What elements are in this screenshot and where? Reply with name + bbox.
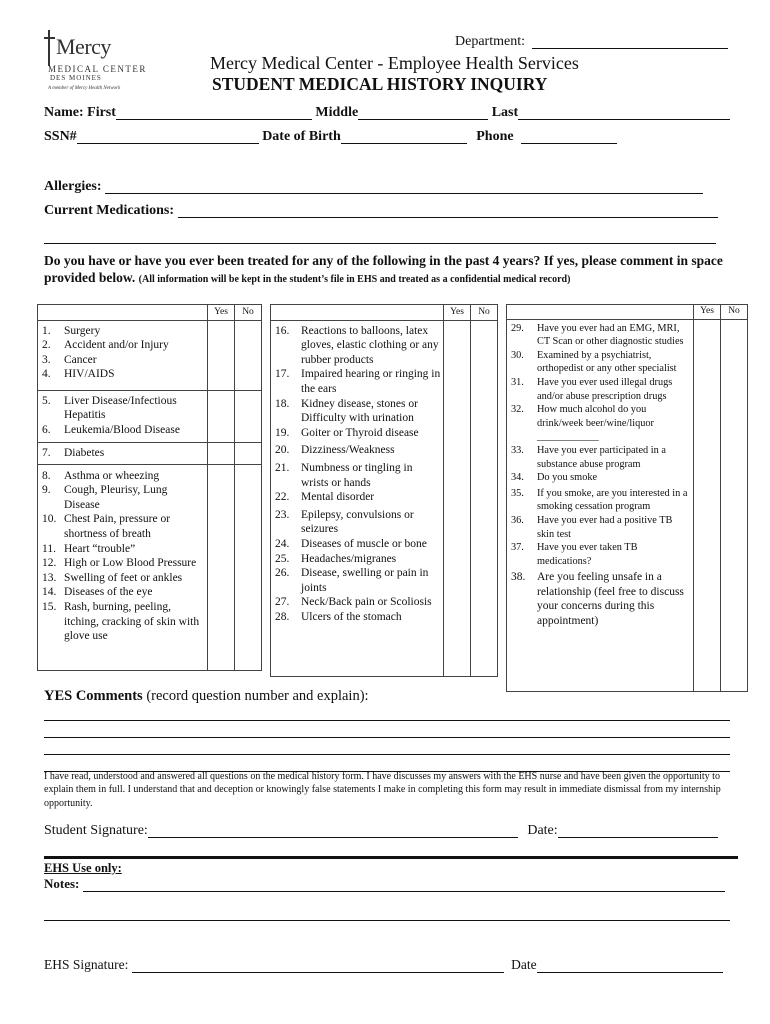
allergies-label: Allergies: [44,179,102,194]
department-input[interactable] [532,34,728,49]
dob-input[interactable] [341,129,467,144]
question-item: 17. Impaired hearing or ringing in the ears [275,368,441,395]
question-intro-note: (All information will be kept in the student’s file in EHS and treated as a confidential medical record) [138,274,571,285]
yes-checkbox[interactable] [444,320,471,676]
question-item: 21. Numbness or tingling in wrists or hands [275,461,413,489]
student-signature-input[interactable] [148,823,518,838]
department-row [455,34,728,50]
allergies-row [44,179,703,195]
ehs-date-input[interactable] [537,958,723,973]
yes-checkbox[interactable] [208,390,235,442]
comments-label-rest: (record question number and explain): [142,688,369,704]
ehs-signature-input[interactable] [132,958,504,973]
phone-label: Phone [476,129,514,144]
no-checkbox[interactable] [235,442,262,464]
question-group [38,442,208,464]
question-group [38,464,208,670]
question-group [38,320,208,390]
page-title: Mercy Medical Center - Employee Health Services [210,53,579,73]
allergies-input[interactable] [105,179,703,194]
question-item: 34. Do you smoke [511,472,598,484]
question-item: 35. If you smoke, are you interested in a smoking cessation program [511,487,688,513]
ehs-notes-line-2[interactable] [44,906,730,921]
no-header: No [721,305,748,320]
no-checkbox[interactable] [235,464,262,670]
ssn-input[interactable] [77,129,259,144]
ehs-signature-row [44,957,723,973]
last-name-label: Last [491,105,519,120]
question-item: 12. High or Low Blood Pressure [42,557,197,570]
first-name-input[interactable] [116,105,312,120]
mercy-logo [44,28,164,96]
question-group [271,320,444,676]
comments-heading [44,688,369,705]
question-item: 16. Reactions to balloons, latex gloves, elastic clothing or any rubber products [275,324,439,366]
ehs-signature-label: EHS Signature: [44,957,129,972]
question-item: 9. Cough, Pleurisy, Lung Disease [42,484,168,511]
question-group [38,390,208,442]
ssn-label: SSN# [44,129,77,144]
question-table-2 [270,304,498,677]
logo-line-1: MEDICAL CENTER [48,64,147,74]
last-name-input[interactable] [518,105,730,120]
medications-input[interactable] [178,203,718,218]
question-item: 36. Have you ever had a positive TB skin test [511,514,673,540]
student-date-input[interactable] [558,823,718,838]
yes-checkbox[interactable] [208,464,235,670]
question-item: 22. Mental disorder [275,491,375,504]
question-item: 11. Heart “trouble” [42,542,136,555]
question-item: 3. Cancer [42,353,97,366]
question-item: 24. Diseases of muscle or bone [275,537,427,550]
medications-input-line-2[interactable] [44,229,716,244]
middle-name-label: Middle [315,105,359,120]
comment-line-3[interactable] [44,740,730,755]
question-item: 23. Epilepsy, convulsions or seizures [275,508,414,536]
no-checkbox[interactable] [721,319,748,691]
no-header: No [235,305,262,321]
cross-bar-icon [44,37,55,39]
yes-checkbox[interactable] [208,320,235,390]
ehs-notes-input[interactable] [83,877,725,892]
question-item: 31. Have you ever used illegal drugs and/or abuse prescription drugs [511,376,673,402]
student-signature-label: Student Signature: [44,823,148,838]
question-item: 25. Headaches/migranes [275,552,397,565]
question-item: 13. Swelling of feet or ankles [42,571,183,584]
first-name-label: Name: First [44,105,116,120]
question-item: 10. Chest Pain, pressure or shortness of breath [42,513,171,540]
no-checkbox[interactable] [471,320,498,676]
question-item: 20. Dizziness/Weakness [275,444,395,457]
ehs-date-label: Date [511,957,537,972]
question-item: 8. Asthma or wheezing [42,469,160,482]
name-row [44,105,730,121]
question-item: 38. Are you feeling unsafe in a relationship (feel free to discuss your concerns during this appointment) [511,571,684,628]
question-item: 5. Liver Disease/Infectious Hepatitis [42,394,177,422]
question-item: 26. Disease, swelling or pain in joints [275,567,429,594]
question-intro-main: Do you have or have you ever been treated for any of the following in the past 4 years? If yes, please comment in space provided below. [44,253,723,285]
comments-label-bold: YES Comments [44,688,143,704]
question-item: 30. Examined by a psychiatrist, orthopedist or any other specialist [511,349,677,375]
phone-input[interactable] [521,129,617,144]
question-item: 28. Ulcers of the stomach [275,610,402,623]
question-item: 33. Have you ever participated in a substance abuse program [511,444,666,470]
question-item: 14. Diseases of the eye [42,586,153,599]
question-item: 27. Neck/Back pain or Scoliosis [275,596,432,609]
question-item: 15. Rash, burning, peeling, itching, cracking of skin with glove use [42,600,200,643]
question-item: 18. Kidney disease, stones or Difficulty with urination [275,397,418,425]
question-item: 19. Goiter or Thyroid disease [275,426,419,439]
dob-label: Date of Birth [262,129,341,144]
comment-line-2[interactable] [44,723,730,738]
question-item: 4. HIV/AIDS [42,368,115,381]
student-signature-row [44,823,718,839]
section-divider [44,856,738,859]
yes-header: Yes [694,305,721,320]
ehs-notes-row [44,876,725,892]
department-label: Department: [455,34,525,49]
no-header: No [471,305,498,321]
question-item: 6. Leukemia/Blood Disease [42,423,180,436]
student-date-label: Date: [527,823,558,838]
ehs-heading: EHS Use only: [44,861,122,875]
yes-header: Yes [444,305,471,321]
question-table-3 [506,304,748,692]
question-item: 2. Accident and/or Injury [42,339,169,352]
logo-word: Mercy [56,34,111,59]
logo-line-3: A member of Mercy Health Network [48,86,121,91]
comment-line-1[interactable] [44,706,730,721]
question-item: 29. Have you ever had an EMG, MRI, CT Scan or other diagnostic studies [511,322,684,348]
question-item: 7. Diabetes [42,446,105,459]
ssn-row [44,129,617,145]
middle-name-input[interactable] [358,105,488,120]
question-group [507,319,694,691]
question-item: 32. How much alcohol do you drink/week beer/wine/liquor ____________ [511,404,654,443]
question-item: 37. Have you ever taken TB medications? [511,542,638,567]
question-item: 1. Surgery [42,324,101,337]
medications-label: Current Medications: [44,203,174,218]
logo-line-2: DES MOINES [50,74,102,82]
medications-row [44,203,718,219]
cross-icon [48,30,50,66]
attestation-text: I have read, understood and answered all questions on the medical history form. I have discusses my answers with the EHS nurse and have been given the opportunity to explain them in full. I understand that and deception or knowingly false statements I make in completing this form may result in immediate dismissal from my internship opportunity. [44,771,721,809]
page-subtitle: STUDENT MEDICAL HISTORY INQUIRY [212,74,548,94]
question-intro [44,252,724,288]
no-checkbox[interactable] [235,320,262,390]
no-checkbox[interactable] [235,390,262,442]
question-table-1 [37,304,262,671]
yes-checkbox[interactable] [694,319,721,691]
yes-checkbox[interactable] [208,442,235,464]
ehs-notes-label: Notes: [44,876,80,891]
yes-header: Yes [208,305,235,321]
